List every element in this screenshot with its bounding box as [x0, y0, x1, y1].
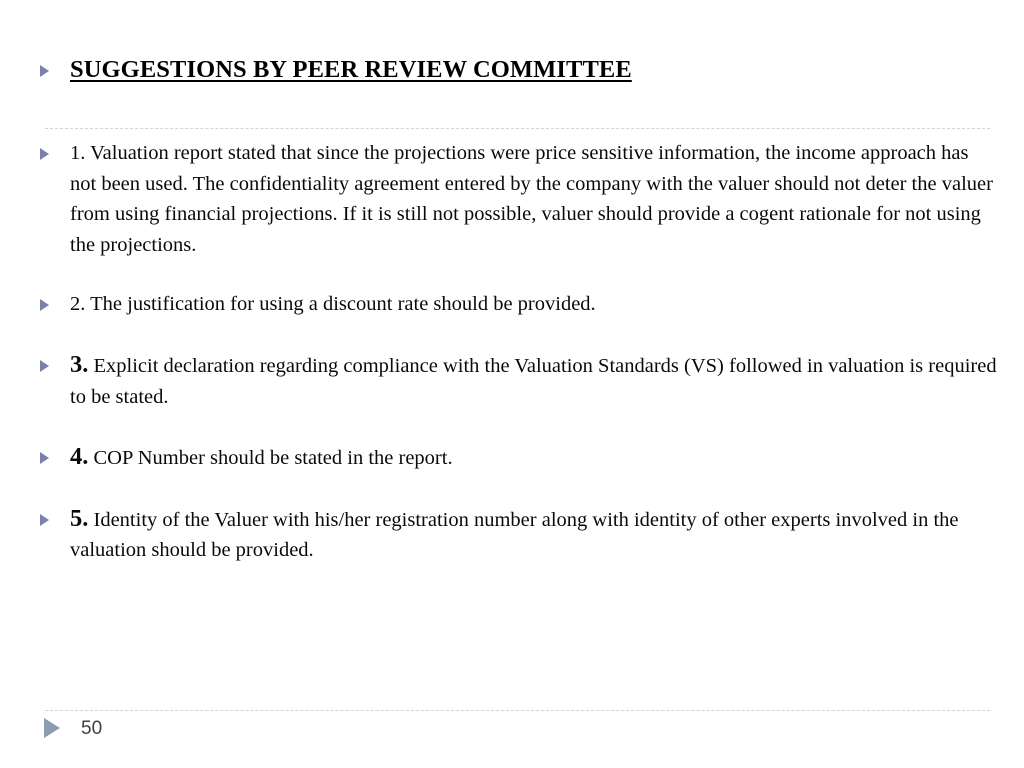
- divider-bottom: [45, 710, 990, 711]
- page-number: 50: [81, 717, 103, 739]
- list-item-body: Valuation report stated that since the projections were price sensitive information, the income approach has not been used. The confidentiality agreement entered by the company with the valuer should not deter the valuer from using financial projections. If it is still not possible, valuer should provide a cogent rationale for not using the projections.: [70, 142, 993, 256]
- triangle-bullet-icon: [40, 299, 49, 311]
- list-item: [40, 289, 998, 320]
- slide-heading: [40, 56, 1000, 84]
- list-item: [40, 442, 998, 474]
- list-item-number: 1.: [70, 142, 86, 164]
- triangle-bullet-icon: [40, 452, 49, 464]
- divider-top: [45, 128, 990, 129]
- list-item-text: [70, 442, 998, 474]
- list-item-body: Explicit declaration regarding compliance with the Valuation Standards (VS) followed in valuation is required to be stated.: [70, 354, 997, 408]
- triangle-bullet-icon: [40, 65, 49, 77]
- list-item-number: 2.: [70, 293, 86, 316]
- list-item-text: [70, 504, 998, 566]
- slide-footer: [44, 718, 102, 738]
- list-item-body: Identity of the Valuer with his/her registration number along with identity of other experts involved in the valuation should be provided.: [70, 508, 959, 562]
- list-item-body: The justification for using a discount rate should be provided.: [85, 293, 596, 316]
- list-item-body: COP Number should be stated in the report.: [88, 447, 453, 470]
- list-item: [40, 350, 998, 412]
- triangle-bullet-icon: [40, 148, 49, 160]
- triangle-marker-icon: [44, 718, 60, 738]
- triangle-bullet-icon: [40, 360, 49, 372]
- list-item-text: [70, 289, 998, 320]
- list-item-number: 5.: [70, 504, 89, 532]
- list-item-text: [70, 350, 998, 412]
- list-item-text: [70, 138, 998, 260]
- triangle-bullet-icon: [40, 514, 49, 526]
- list-item-number: 4.: [70, 443, 89, 471]
- suggestions-list: [40, 138, 998, 566]
- list-item: [40, 504, 998, 566]
- list-item: [40, 138, 998, 260]
- page-title: SUGGESTIONS BY PEER REVIEW COMMITTEE: [70, 56, 632, 83]
- list-item-number: 3.: [70, 350, 89, 378]
